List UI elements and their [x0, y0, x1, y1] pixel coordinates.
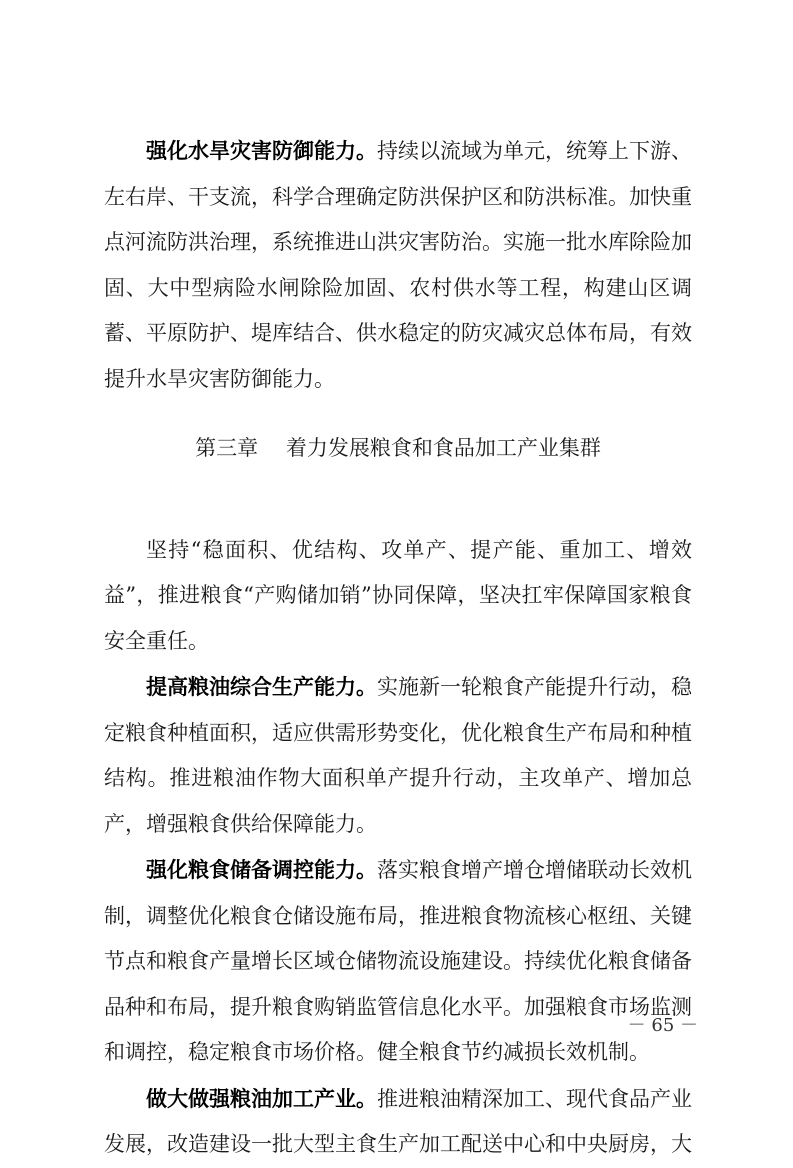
paragraph-grain-reserve	[104, 847, 692, 1076]
paragraph-intro	[104, 528, 692, 665]
page-number: － 65 －	[627, 1015, 698, 1036]
paragraph-lead: 强化水旱灾害防御能力。	[146, 138, 377, 163]
paragraph-lead: 提高粮油综合生产能力。	[146, 674, 377, 699]
paragraph-flood-defense	[104, 128, 692, 402]
page-content	[104, 128, 692, 1168]
paragraph-grain-production	[104, 664, 692, 847]
paragraph-body: 落实粮食增产增仓增储联动长效机制，调整优化粮食仓储设施布局，推进粮食物流核心枢纽、关键节点和粮食产量增长区域仓储物流设施建设。持续优化粮食储备品种和布局，提升粮食购销监管信息化水平。加强粮食市场监测和调控，稳定粮食市场价格。健全粮食节约减损长效机制。	[104, 858, 692, 1064]
paragraph-body: 持续以流域为单元，统筹上下游、左右岸、干支流，科学合理确定防洪保护区和防洪标准。加快重点河流防洪治理，系统推进山洪灾害防治。实施一批水库除险加固、大中型病险水闸除险加固、农村供水等工程，构建山区调蓄、平原防护、堤库结合、供水稳定的防灾减灾总体布局，有效提升水旱灾害防御能力。	[104, 139, 692, 391]
chapter-heading: 第三章 着力发展粮食和食品加工产业集群	[195, 436, 601, 460]
paragraph-body: 坚持“稳面积、优结构、攻单产、提产能、重加工、增效益”，推进粮食“产购储加销”协同保障，坚决扛牢保障国家粮食安全重任。	[104, 537, 692, 653]
paragraph-lead: 做大做强粮油加工产业。	[146, 1085, 377, 1111]
paragraph-body: 实施新一轮粮食产能提升行动，稳定粮食种植面积，适应供需形势变化，优化粮食生产布局和种植结构。推进粮油作物大面积单产提升行动，主攻单产、增加总产，增强粮食供给保障能力。	[104, 675, 692, 836]
paragraph-body: 推进粮油精深加工、现代食品产业发展，改造建设一批大型主食生产加工配送中心和中央厨房，大	[104, 1086, 692, 1156]
paragraph-lead: 强化粮食储备调控能力。	[146, 857, 377, 882]
